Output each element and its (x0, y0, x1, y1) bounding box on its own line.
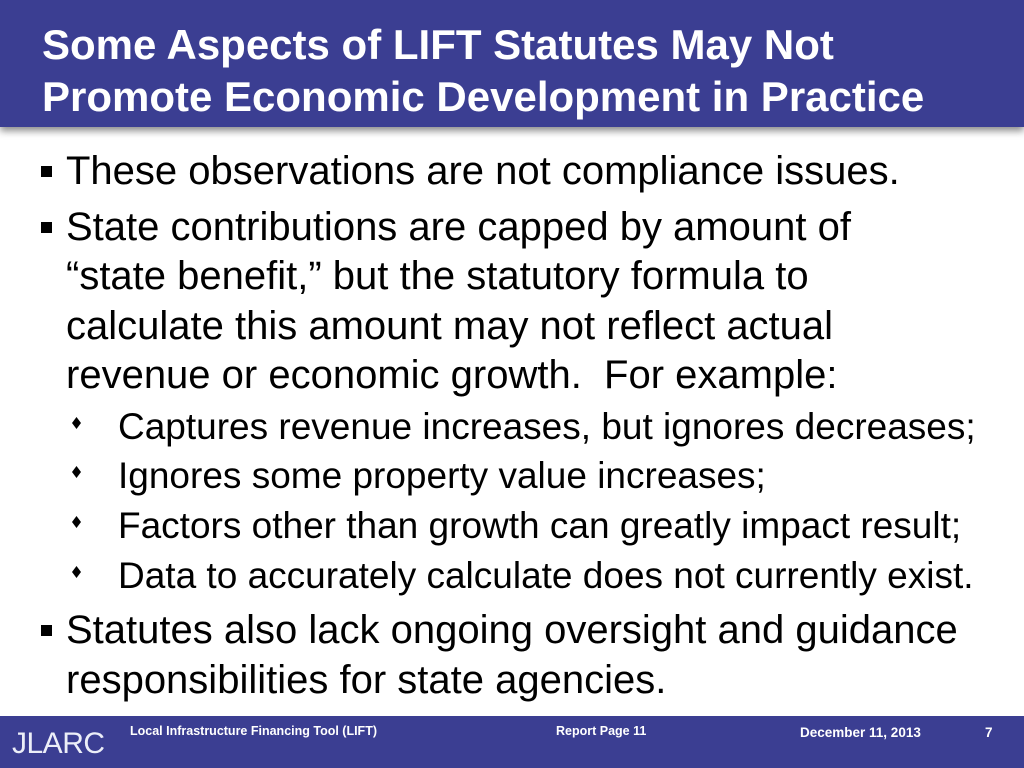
diamond-bullet-icon (72, 417, 81, 429)
square-bullet-icon (41, 222, 52, 233)
bullet-text: responsibilities for state agencies. (66, 657, 667, 702)
footer-date: December 11, 2013 (800, 725, 921, 740)
bullet-text: State contributions are capped by amount of (66, 204, 851, 249)
slide-body (0, 147, 1024, 705)
bullet-item (0, 147, 1024, 197)
sub-bullet-text: Captures revenue increases, but ignores decreases; (118, 405, 976, 447)
bullet-text: “state benefit,” but the statutory formula to (66, 254, 809, 298)
title-band (0, 0, 1024, 127)
slide-number: 7 (985, 725, 993, 740)
bullet-text: revenue or economic growth. For example: (66, 353, 838, 397)
slide-title-line: Promote Economic Development in Practice (42, 73, 925, 120)
sub-bullet-list (0, 402, 1024, 601)
bullet-text: calculate this amount may not reflect actual (66, 303, 834, 348)
sub-bullet-item (0, 451, 1024, 501)
jlarc-logo: JLARC (12, 727, 105, 760)
sub-bullet-text: Ignores some property value increases; (118, 455, 766, 497)
sub-bullet-text: Factors other than growth can greatly impact result; (118, 504, 962, 546)
slide-title-line: Some Aspects of LIFT Statutes May Not (42, 21, 834, 68)
diamond-bullet-icon (72, 516, 81, 528)
sub-bullet-item (0, 501, 1024, 551)
sub-bullet-text: Data to accurately calculate does not currently exist. (118, 554, 974, 596)
sub-bullet-item (0, 402, 1024, 452)
slide-title (42, 19, 924, 123)
square-bullet-icon (41, 625, 52, 636)
diamond-bullet-icon (72, 466, 81, 478)
square-bullet-icon (41, 166, 52, 177)
bullet-text: These observations are not compliance issues. (66, 149, 900, 193)
bullet-item (0, 606, 1024, 705)
bullet-text: Statutes also lack ongoing oversight and guidance (66, 608, 958, 653)
diamond-bullet-icon (72, 566, 81, 578)
bullet-item (0, 203, 1024, 401)
sub-bullet-item (0, 551, 1024, 601)
footer-report-title: Local Infrastructure Financing Tool (LIFT) (130, 724, 377, 738)
slide-footer (0, 716, 1024, 768)
footer-report-page: Report Page 11 (556, 724, 647, 738)
